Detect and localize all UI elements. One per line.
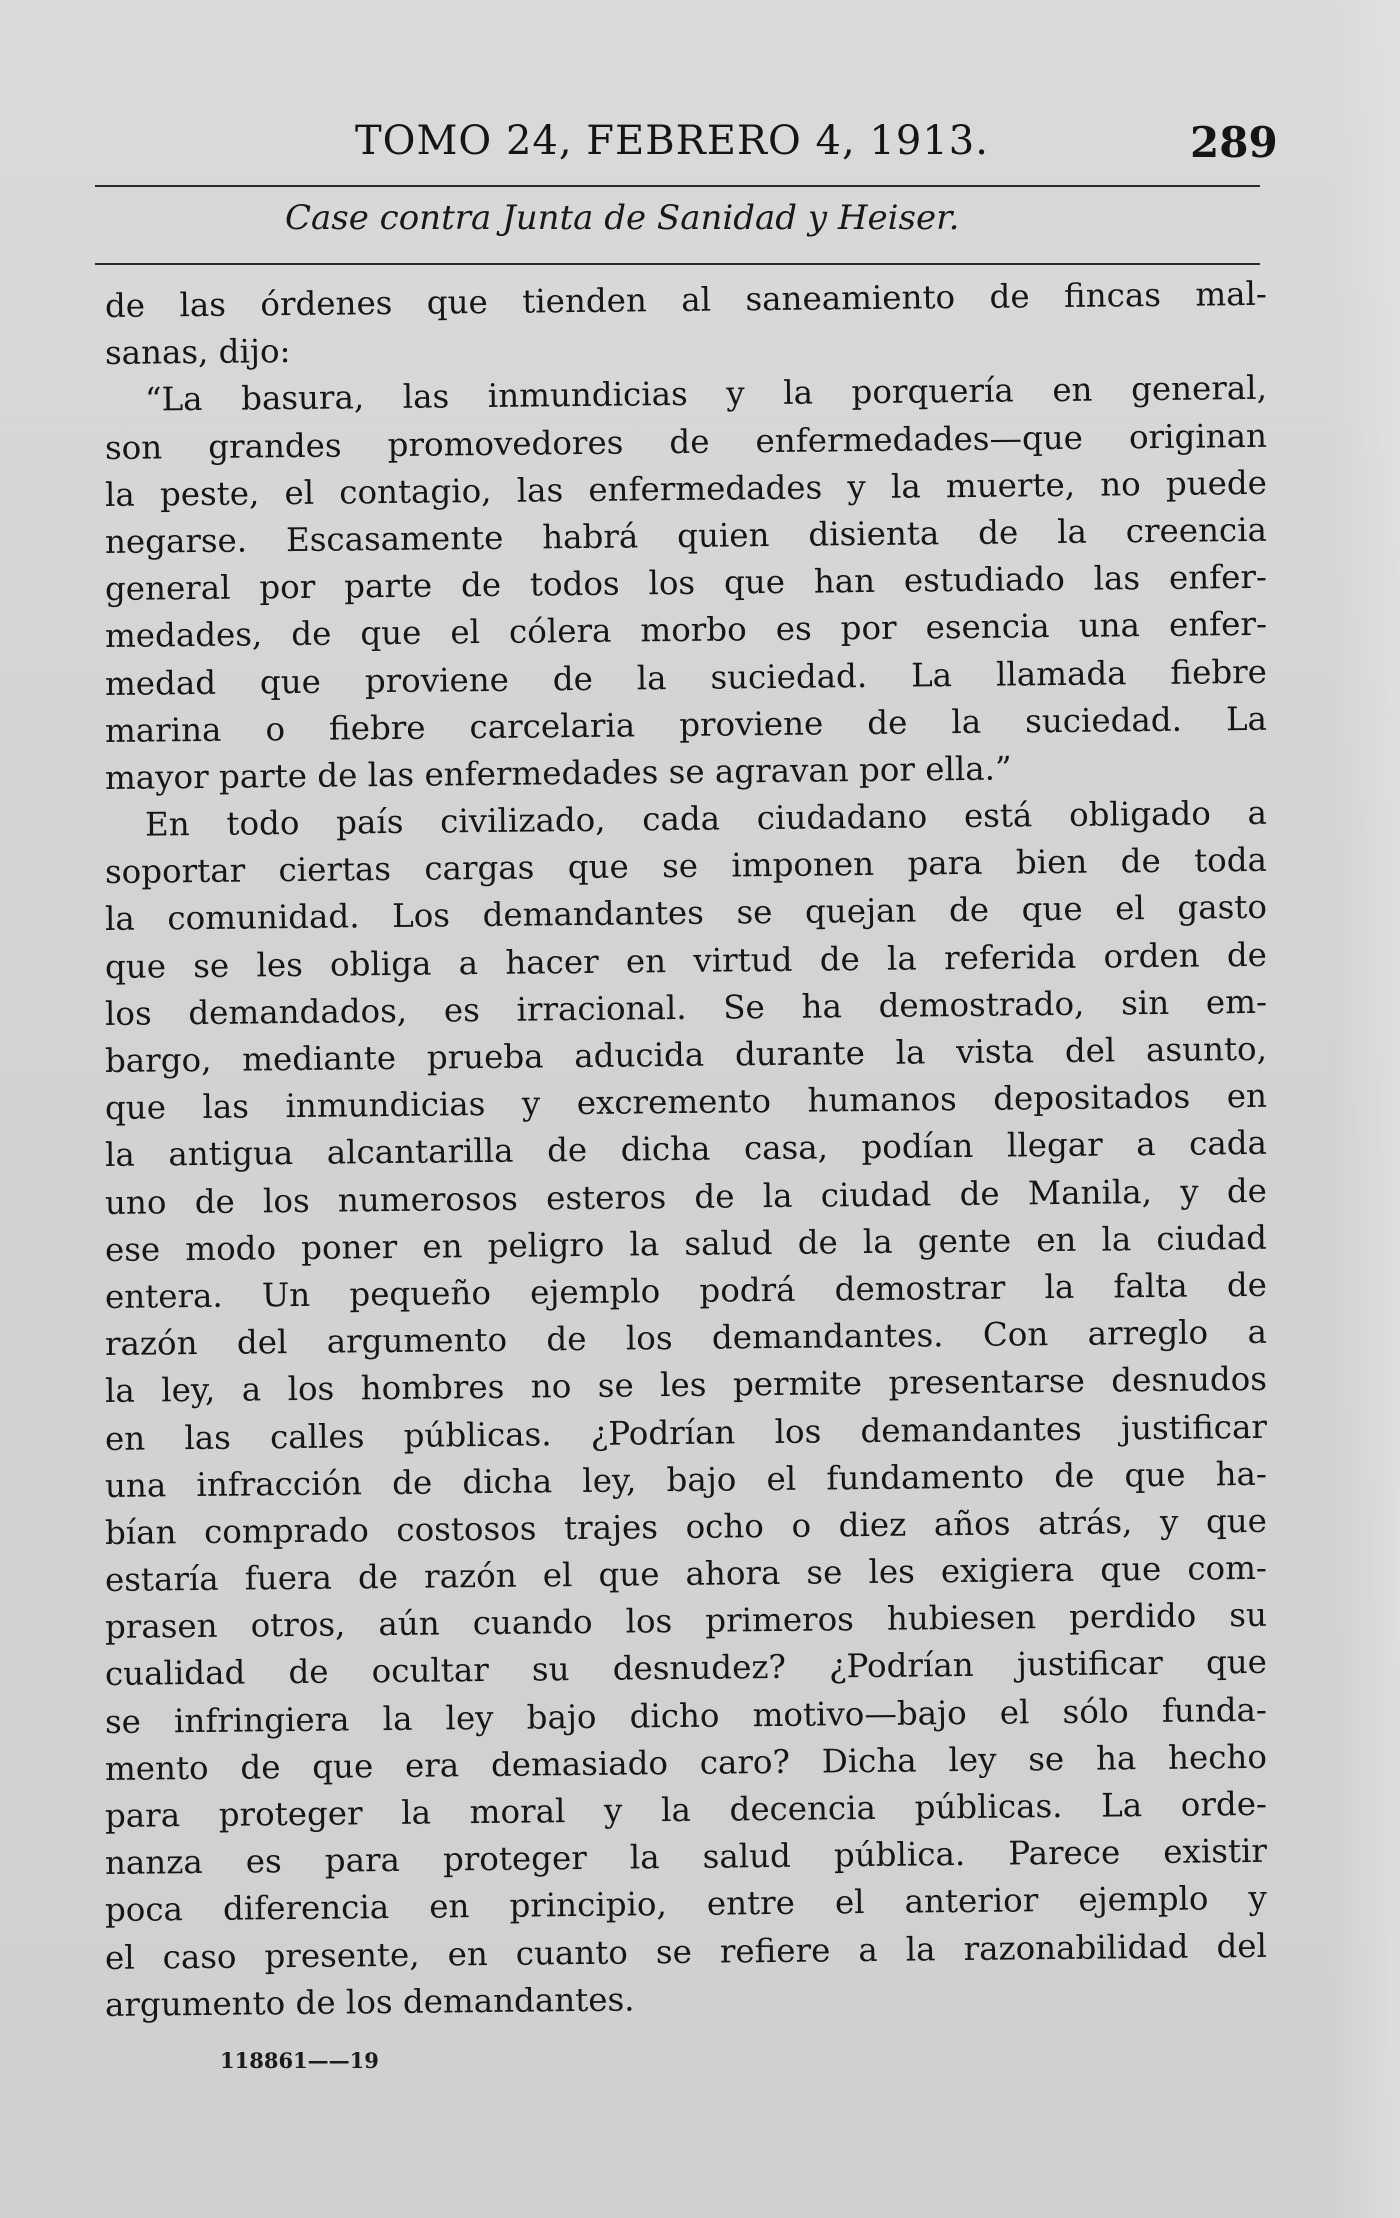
text-line: la peste, el contagio, las enfermedades y la muerte, no puede — [104, 463, 1268, 514]
text-line: mento de que era demasiado caro? Dicha ley se ha hecho — [104, 1737, 1268, 1788]
text-line: sanas, dijo: — [104, 332, 291, 373]
text-line: son grandes promovedores de enfermedades—que originan — [104, 416, 1268, 467]
header-rule-top — [95, 185, 1260, 187]
text-line: mayor parte de las enfermedades se agravan por ella.” — [104, 749, 1012, 797]
text-line: soportar ciertas cargas que se imponen para bien de toda — [104, 841, 1268, 892]
text-line: ese modo poner en peligro la salud de la gente en la ciudad — [104, 1218, 1268, 1269]
text-line: en las calles públicas. ¿Podrían los demandantes justificar — [104, 1407, 1268, 1458]
text-line: que se les obliga a hacer en virtud de la referida orden de — [104, 935, 1268, 986]
text-line: poca diferencia en principio, entre el anterior ejemplo y — [104, 1879, 1268, 1930]
text-line: se infringiera la ley bajo dicho motivo—bajo el sólo funda- — [104, 1690, 1268, 1741]
text-line: para proteger la moral y la decencia públicas. La orde- — [104, 1784, 1268, 1835]
text-line: medad que proviene de la suciedad. La llamada fiebre — [104, 652, 1268, 703]
text-line: entera. Un pequeño ejemplo podrá demostrar la falta de — [104, 1265, 1268, 1316]
text-line: nanza es para proteger la salud pública. Parece existir — [104, 1832, 1268, 1883]
text-line: los demandados, es irracional. Se ha demostrado, sin em- — [104, 982, 1268, 1033]
page-edge-shading — [1330, 0, 1400, 2218]
text-line: razón del argumento de los demandantes. Con arreglo a — [104, 1312, 1268, 1364]
body-text — [104, 274, 1268, 2029]
text-line: negarse. Escasamente habrá quien disienta de la creencia — [104, 510, 1268, 561]
text-line: la comunidad. Los demandantes se quejan de que el gasto — [104, 888, 1268, 939]
text-line: estaría fuera de razón el que ahora se les exigiera que com- — [104, 1548, 1268, 1600]
text-line: la antigua alcantarilla de dicha casa, podían llegar a cada — [104, 1124, 1268, 1175]
text-line: bían comprado costosos trajes ocho o diez años atrás, y que — [104, 1501, 1268, 1552]
running-head: TOMO 24, FEBRERO 4, 1913. — [355, 118, 989, 164]
case-title: Case contra Junta de Sanidad y Heiser. — [285, 198, 960, 238]
page-number: 289 — [1190, 118, 1278, 167]
printer-signature-code: 118861——19 — [220, 2048, 379, 2073]
text-line: prasen otros, aún cuando los primeros hubiesen perdido su — [104, 1596, 1268, 1647]
text-line: bargo, mediante prueba aducida durante la vista del asunto, — [104, 1029, 1268, 1080]
text-line: En todo país civilizado, cada ciudadano está obligado a — [144, 793, 1268, 844]
header-rule-bottom — [95, 263, 1260, 265]
text-line: “La basura, las inmundicias y la porquería en general, — [144, 369, 1268, 419]
text-line: argumento de los demandantes. — [104, 1980, 635, 2024]
text-line: medades, de que el cólera morbo es por esencia una enfer- — [104, 605, 1268, 656]
text-line: de las órdenes que tienden al saneamiento de fincas mal- — [104, 274, 1268, 325]
text-line: general por parte de todos los que han estudiado las enfer- — [104, 557, 1268, 609]
text-line: el caso presente, en cuanto se refiere a la razonabilidad del — [104, 1926, 1268, 1977]
text-line: que las inmundicias y excremento humanos depositados en — [104, 1077, 1268, 1128]
text-line: una infracción de dicha ley, bajo el fundamento de que ha- — [104, 1454, 1268, 1505]
text-line: cualidad de ocultar su desnudez? ¿Podrían justificar que — [104, 1643, 1268, 1694]
text-line: la ley, a los hombres no se les permite presentarse desnudos — [104, 1360, 1268, 1411]
text-line: marina o fiebre carcelaria proviene de la suciedad. La — [104, 699, 1268, 750]
text-line: uno de los numerosos esteros de la ciudad de Manila, y de — [104, 1171, 1268, 1222]
